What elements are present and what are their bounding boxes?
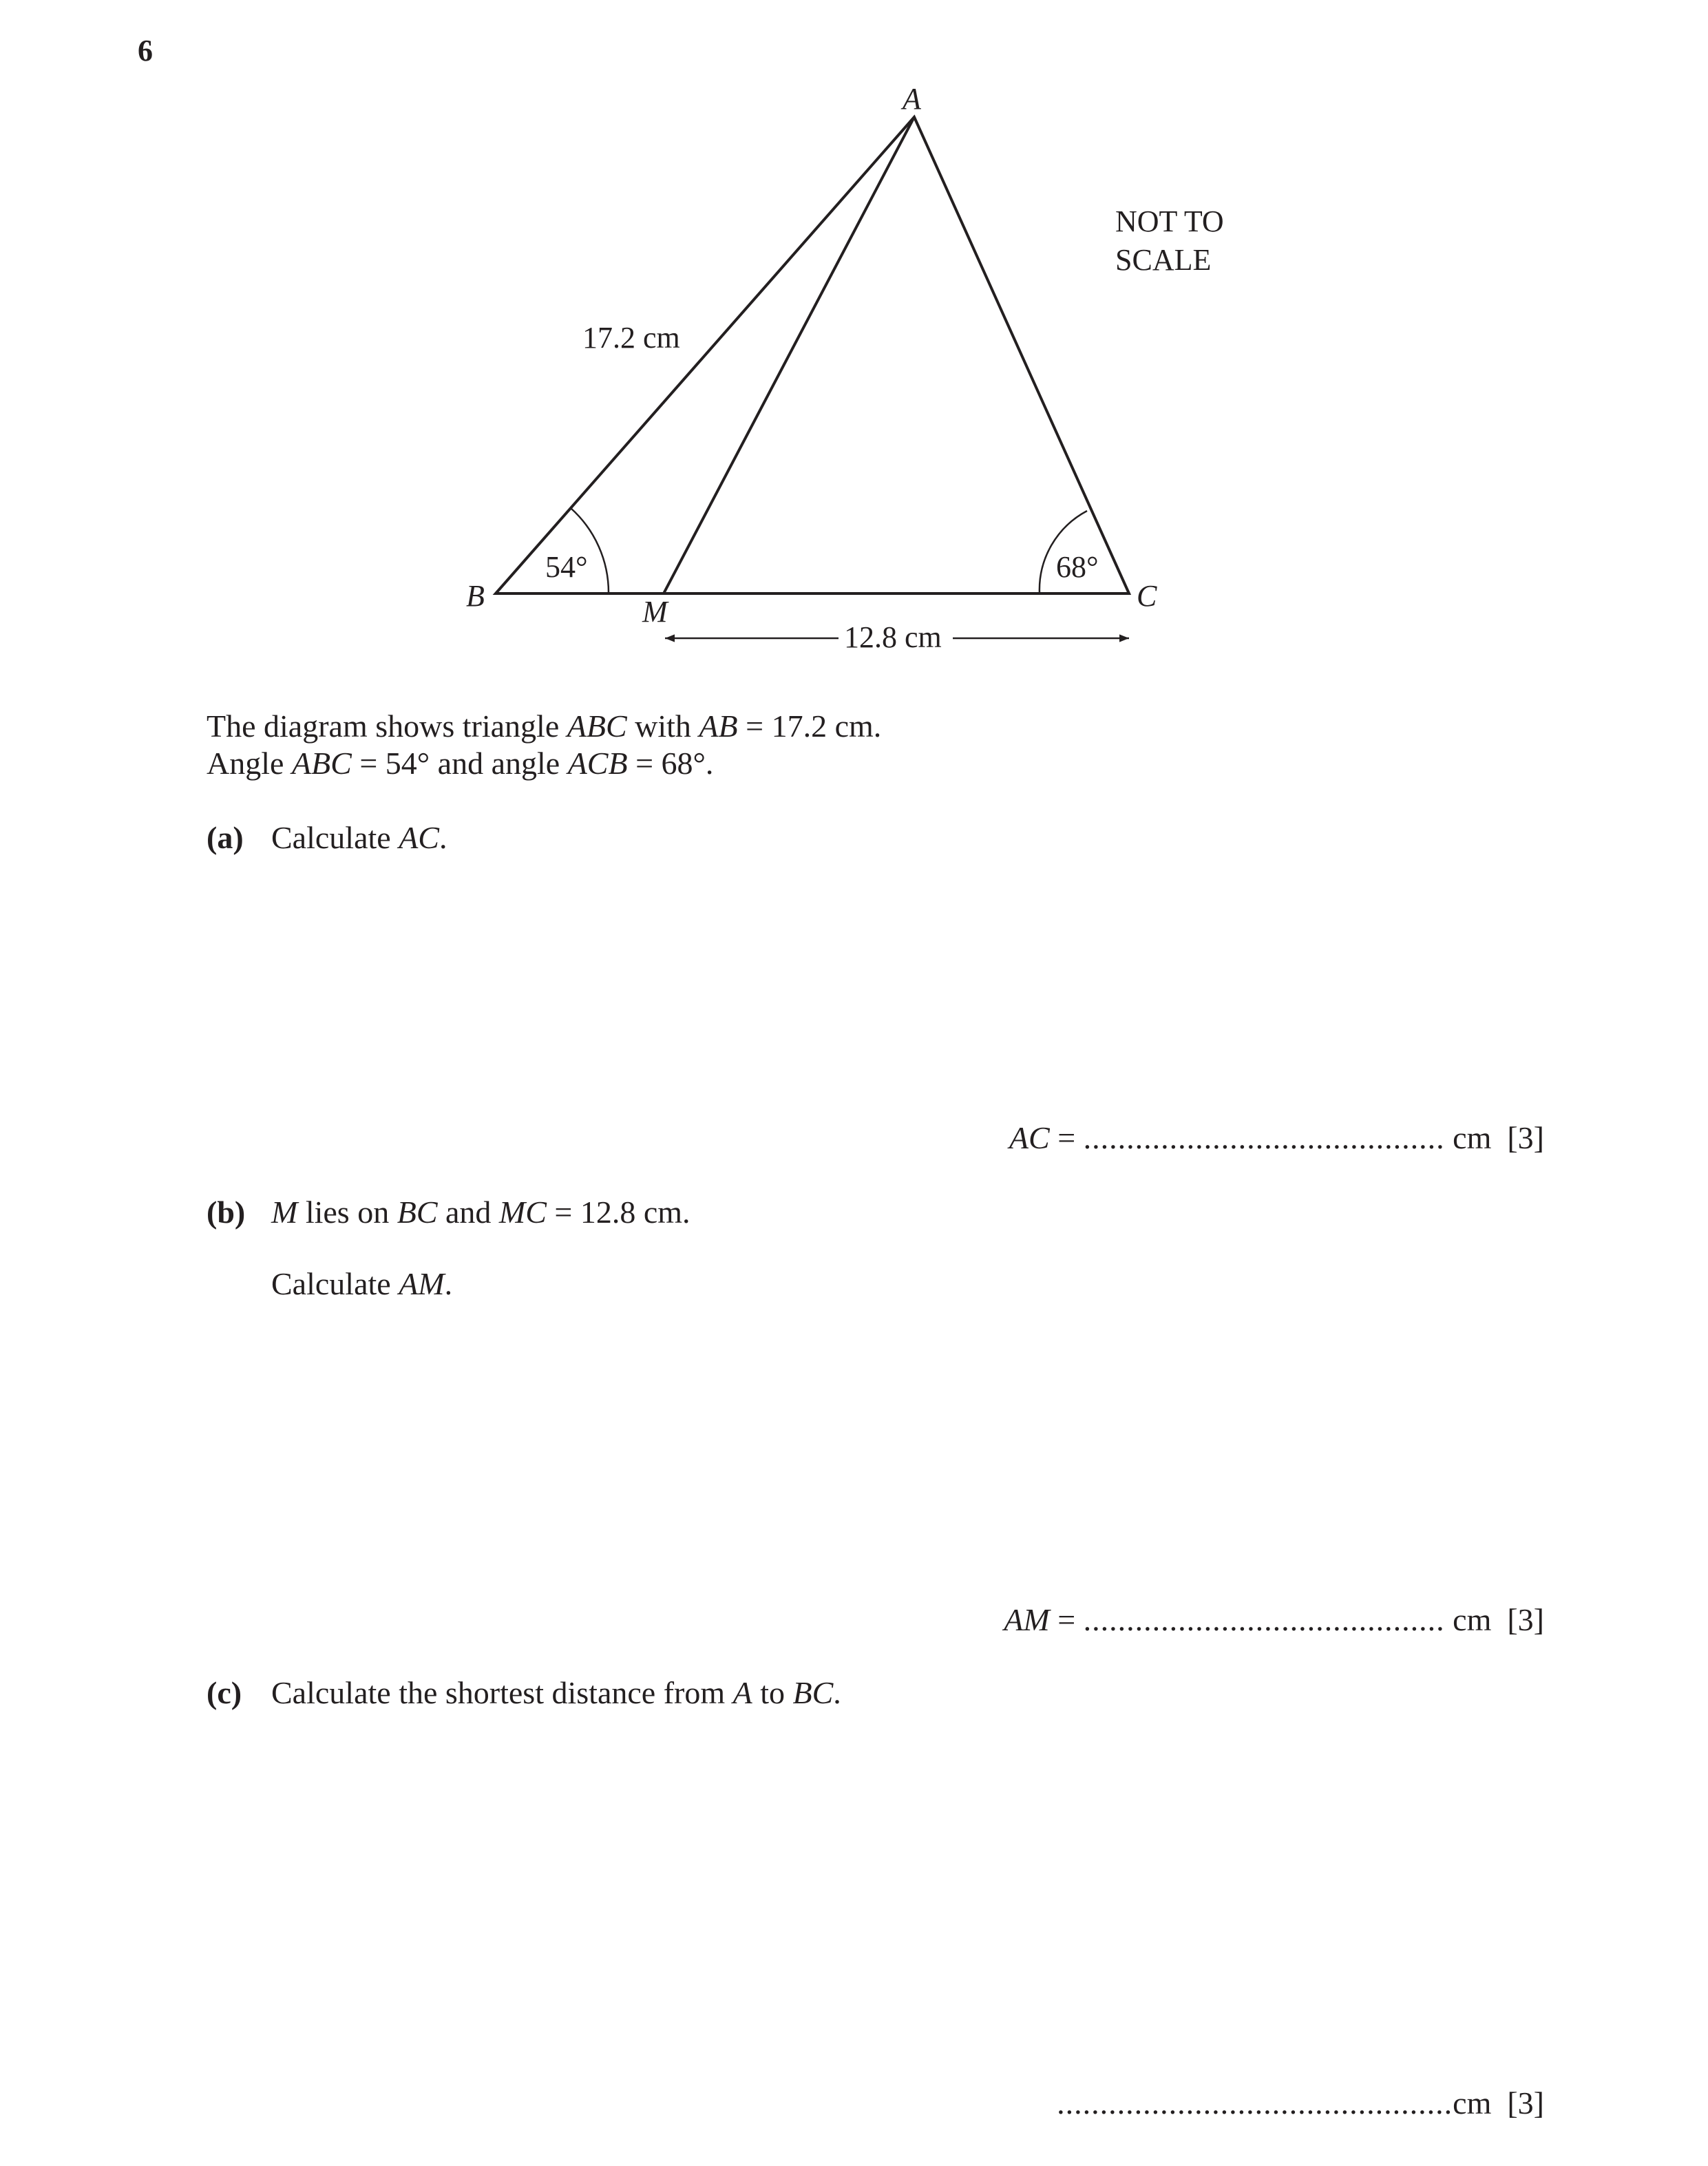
part-label-a: (a) [207, 820, 244, 855]
marks-b: [3] [1507, 1602, 1544, 1637]
answer-dots-a[interactable]: .......................................... [1083, 1120, 1445, 1155]
vertex-label-m: M [642, 595, 668, 629]
segment-am [664, 117, 914, 593]
question-b-instruction: Calculate AM. [271, 1266, 453, 1301]
intro-text [207, 708, 881, 782]
not-to-scale-line2: SCALE [1115, 243, 1212, 277]
vertex-label-c: C [1137, 579, 1157, 613]
angle-label-c: 68° [1056, 550, 1099, 584]
marks-c: [3] [1507, 2085, 1544, 2121]
not-to-scale-line1: NOT TO [1115, 204, 1224, 238]
vertex-label-b: B [466, 579, 485, 613]
side-label-mc: 12.8 cm [844, 620, 942, 654]
answer-dots-c[interactable]: .............................................. [1057, 2085, 1453, 2121]
triangle-abc [496, 117, 1129, 593]
marks-a: [3] [1507, 1120, 1544, 1155]
vertex-label-a: A [903, 82, 921, 116]
intro-line-2: Angle ABC = 54° and angle ACB = 68°. [207, 746, 714, 781]
answer-line-c[interactable]: ..............................................cm [3] [1057, 2085, 1544, 2121]
intro-line-1: The diagram shows triangle ABC with AB = 17.2 cm. [207, 708, 882, 744]
answer-dots-b[interactable]: .......................................... [1083, 1602, 1445, 1637]
part-label-c: (c) [207, 1675, 242, 1710]
question-c: (c) Calculate the shortest distance from A to BC. [207, 1675, 841, 1710]
part-label-b: (b) [207, 1195, 246, 1230]
angle-label-b: 54° [545, 550, 588, 584]
question-a: (a) Calculate AC. [207, 820, 447, 855]
side-label-ab: 17.2 cm [582, 321, 680, 355]
answer-line-a[interactable]: AC = .......................................... cm [3] [1009, 1120, 1544, 1155]
answer-line-b[interactable]: AM = .......................................... cm [3] [1004, 1602, 1544, 1637]
page-number: 6 [138, 34, 153, 67]
question-b: (b) M lies on BC and MC = 12.8 cm. [207, 1195, 690, 1230]
